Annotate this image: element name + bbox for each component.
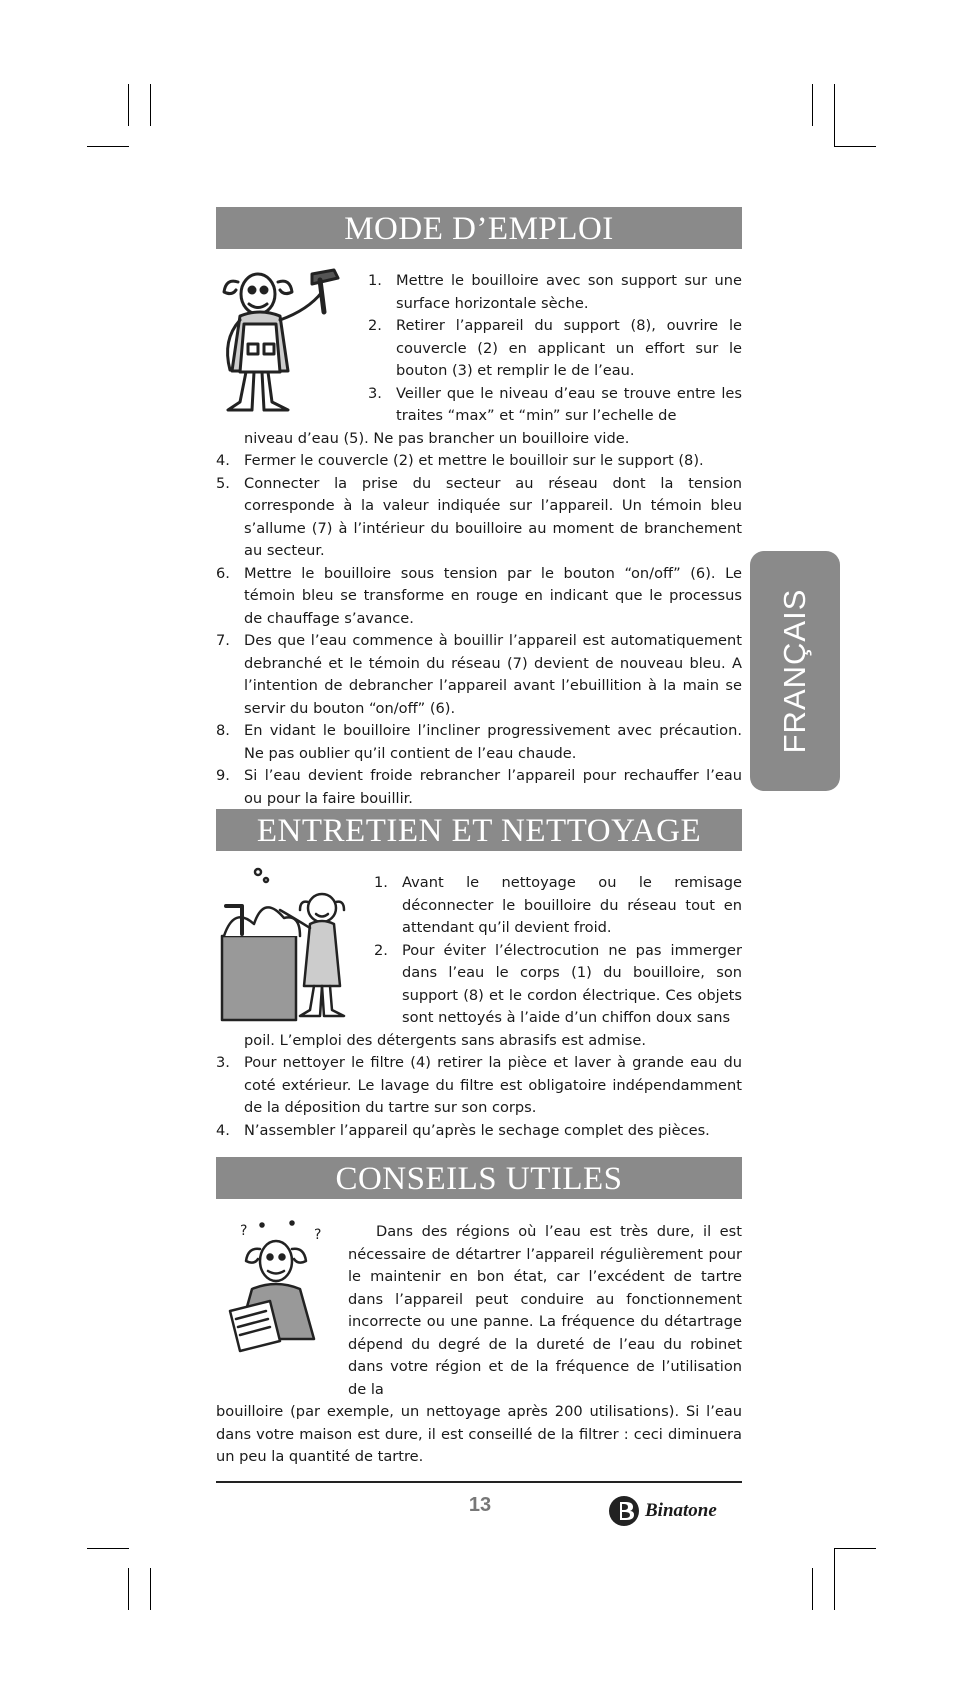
section-title-entretien: ENTRETIEN ET NETTOYAGE — [216, 809, 742, 851]
list-item: 2. Pour éviter l’électrocution ne pas immerger dans l’eau le corps (1) du bouilloire, son support (8) et le cordon électrique. Ces objets sont nettoyés à l’aide d’un chiffon doux sans — [374, 941, 742, 1026]
language-tab — [750, 551, 840, 791]
crop-mark — [150, 1568, 151, 1610]
language-tab-label: FRANÇAIS — [777, 588, 812, 754]
crop-mark — [812, 84, 813, 126]
conseils-paragraph-1: Dans des régions où l’eau est très dure, il est nécessaire de détartrer l’appareil régulièrement pour le maintenir en bon état, car l’excédent de tartre dans l’appareil peut conduire au fonctionnement incorrecte ou une panne. La fréquence du détartrage dépend du degré de la dureté de l’eau du robinet dans votre région et de la fréquence de l’utilisation de la — [348, 1223, 742, 1398]
list-item: 2. Retirer l’appareil du support (8), ouvrire le couvercle (2) en applicant un effort sur le bouton (3) et remplir le de l’eau. — [368, 317, 742, 379]
list-item: 1. Avant le nettoyage ou le remisage déconnecter le bouilloire du réseau tout en attendant qu’il devient froid. — [374, 874, 742, 936]
binatone-logo-icon — [606, 1494, 646, 1528]
list-item: 3. Veiller que le niveau d’eau se trouve entre les traites “max” et “min” sur l’echelle de — [368, 384, 742, 424]
footer-rule — [216, 1481, 742, 1483]
list-item: 3. Pour nettoyer le filtre (4) retirer la pièce et laver à grande eau du coté extérieur. Le lavage du filtre est obligatoire indépendamment de la déposition du tartre sur son corps. — [216, 1054, 742, 1116]
list-item-continuation: niveau d’eau (5). Ne pas brancher un bouilloire vide. — [244, 429, 630, 447]
page-number: 13 — [468, 1494, 492, 1516]
mode-instructions — [216, 270, 742, 810]
crop-mark — [128, 84, 129, 126]
brand-name: Binatone — [645, 1500, 717, 1521]
entretien-instructions — [216, 872, 742, 1142]
section-title-mode: MODE D’EMPLOI — [216, 207, 742, 249]
crop-mark — [87, 146, 129, 147]
crop-mark — [812, 1568, 813, 1610]
list-item: 8. En vidant le bouilloire l’incliner progressivement avec précaution. Ne pas oublier qu’il contient de l’eau chaude. — [216, 722, 742, 762]
conseils-paragraph-2: bouilloire (par exemple, un nettoyage après 200 utilisations). Si l’eau dans votre maison est dure, il est conseillé de la filtrer : ceci diminuera un peu la quantité de tartre. — [216, 1403, 742, 1465]
crop-mark — [834, 84, 835, 146]
section-title-conseils: CONSEILS UTILES — [216, 1157, 742, 1199]
list-item: 1. Mettre le bouilloire avec son support sur une surface horizontale sèche. — [368, 272, 742, 312]
crop-mark — [834, 1548, 876, 1549]
list-item: 4. N’assembler l’appareil qu’après le sechage complet des pièces. — [216, 1121, 710, 1139]
crop-mark — [150, 84, 151, 126]
crop-mark — [128, 1568, 129, 1610]
crop-mark — [87, 1548, 129, 1549]
list-item-continuation: poil. L’emploi des détergents sans abrasifs est admise. — [244, 1031, 646, 1049]
svg-text:?: ? — [240, 1223, 248, 1239]
conseils-paragraph — [216, 1221, 742, 1469]
crop-mark — [834, 146, 876, 147]
list-item: 7. Des que l’eau commence à bouillir l’appareil est automatiquement debranché et le témoin du réseau (7) devient de nouveau bleu. A l’intention de debrancher l’appareil avant l’ebuillition à la main se servir du bouton “on/off” (6). — [216, 632, 742, 717]
list-item: 4. Fermer le couvercle (2) et mettre le bouilloir sur le support (8). — [216, 452, 704, 469]
list-item: 6. Mettre le bouilloire sous tension par le bouton “on/off” (6). Le témoin bleu se transforme en rouge en indicant que le processus de chauffage s’avance. — [216, 564, 742, 627]
list-item: 9. Si l’eau devient froide rebrancher l’appareil pour rechauffer l’eau ou pour la faire bouillir. — [216, 767, 742, 807]
svg-text:?: ? — [314, 1227, 322, 1243]
list-item: 5. Connecter la prise du secteur au réseau dont la tension corresponde à la valeur indiquée sur l’appareil. Un témoin bleu s’allume (7) à l’intérieur du bouilloire au moment de branchement au secteur. — [216, 474, 742, 559]
crop-mark — [834, 1548, 835, 1610]
